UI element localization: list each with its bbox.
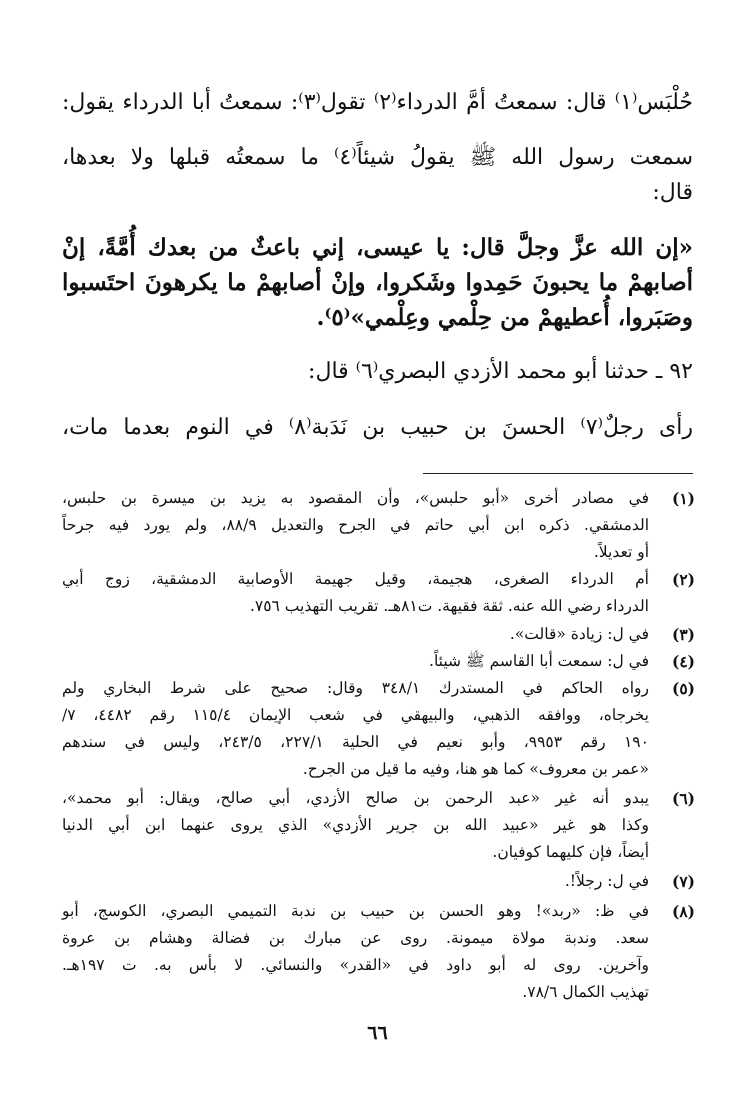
hadith-text-line: أصابهمْ ما يحبونَ حَمِدوا وشَكروا، وإنْ أصابهمْ ما يكرهونَ احتَسبوا bbox=[62, 269, 693, 296]
footnote bbox=[62, 898, 695, 1006]
main-text-line: قال: bbox=[652, 180, 693, 205]
main-text-line: سمعت رسول الله ﷺ يقولُ شيئاً⁽٤⁾ ما سمعتُه قبلها ولا بعدها، bbox=[62, 145, 693, 170]
footnote-number: (٢) bbox=[671, 570, 695, 589]
footnote-line: في ظ: «ربد»! وهو الحسن بن حبيب بن ندبة التميمي البصري، الكوسج، أبو bbox=[62, 902, 649, 920]
footnote-line: في مصادر أخرى «أبو حلبس»، وأن المقصود به يزيد بن ميسرة بن حلبس، bbox=[62, 489, 649, 507]
footnote bbox=[62, 621, 695, 648]
footnote-line: تهذيب الكمال ٧٨/٦. bbox=[522, 983, 649, 1001]
footnote-line: في ل: رجلاً!. bbox=[564, 872, 649, 890]
footnote-line: في ل: زيادة «قالت». bbox=[509, 625, 649, 643]
hadith-text-line: وصَبَروا، أُعطيهمْ من حِلْمي وعِلْمي»⁽٥⁾. bbox=[316, 304, 693, 331]
footnote-line: رواه الحاكم في المستدرك ٣٤٨/١ وقال: صحيح على شرط البخاري ولم bbox=[62, 679, 649, 697]
footnote bbox=[62, 785, 695, 866]
footnote-number: (٦) bbox=[671, 789, 695, 808]
footnote-number: (٣) bbox=[671, 625, 695, 644]
footnote bbox=[62, 868, 695, 895]
footnote-line: في ل: سمعت أبا القاسم ﷺ شيئاً. bbox=[429, 652, 649, 670]
footnote-line: الدرداء رضي الله عنه. ثقة فقيهة. ت٨١هـ. تقريب التهذيب ٧٥٦. bbox=[249, 597, 649, 615]
footnote-line: أيضاً، فإن كليهما كوفيان. bbox=[492, 843, 649, 861]
footnote-line: سعد. وندبة مولاة ميمونة. روى عن مبارك بن فضالة وهشام بن عروة bbox=[62, 929, 649, 947]
main-text-line: رأى رجلٌ⁽٧⁾ الحسنَ بن حبيب بن نَدَبة⁽٨⁾ في النوم بعدما مات، bbox=[62, 415, 693, 440]
footnote-line: وكذا هو غير «عبيد الله بن جرير الأزدي» الذي يروى عنهما ابن أبي الدنيا bbox=[62, 816, 649, 834]
footnote-line: يخرجاه، ووافقه الذهبي، والبيهقي في شعب الإيمان ١١٥/٤ رقم ٤٤٨٢، ٧/ bbox=[62, 706, 649, 724]
footnote bbox=[62, 566, 695, 620]
page-number: ٦٦ bbox=[367, 1022, 388, 1044]
footnote-line: أو تعديلاً. bbox=[593, 543, 649, 561]
footnote-number: (١) bbox=[671, 489, 695, 508]
main-text-line: حُلْبَس⁽١⁾ قال: سمعتُ أمَّ الدرداء⁽٢⁾ تقول⁽٣⁾: سمعتُ أبا الدرداء يقول: bbox=[62, 90, 694, 115]
footnote-line: وآخرين. روى له أبو داود في «القدر» والنسائي. لا بأس به. ت ١٩٧هـ. bbox=[62, 956, 649, 974]
footnote-number: (٤) bbox=[671, 652, 695, 671]
footnote-line: ١٩٠ رقم ٩٩٥٣، وأبو نعيم في الحلية ٢٢٧/١، ٢٤٣/٥، وليس في سندهم bbox=[62, 733, 649, 751]
footnote-separator bbox=[423, 473, 693, 474]
footnote-number: (٧) bbox=[671, 872, 695, 891]
footnote bbox=[62, 485, 695, 566]
footnote bbox=[62, 648, 695, 675]
footnote bbox=[62, 675, 695, 783]
footnote-number: (٨) bbox=[671, 902, 695, 921]
footnote-line: أم الدرداء الصغرى، هجيمة، وقيل جهيمة الأوصابية الدمشقية، زوج أبي bbox=[62, 570, 649, 588]
footnote-line: «عمر بن معروف» كما هو هنا، وفيه ما قيل من الجرح. bbox=[302, 760, 649, 778]
footnote-number: (٥) bbox=[671, 679, 695, 698]
footnote-line: يبدو أنه غير «عبد الرحمن بن صالح الأزدي، أبي صالح، ويقال: أبو محمد»، bbox=[62, 789, 649, 807]
footnote-line: الدمشقي. ذكره ابن أبي حاتم في الجرح والتعديل ٨٨/٩، ولم يورد فيه جرحاً bbox=[62, 516, 650, 534]
narration-heading: ٩٢ ـ حدثنا أبو محمد الأزدي البصري⁽٦⁾ قال: bbox=[308, 359, 693, 384]
hadith-text-line: «إن الله عزَّ وجلَّ قال: يا عيسى، إني باعثٌ من بعدك أُمَّةً، إنْ bbox=[62, 234, 693, 261]
